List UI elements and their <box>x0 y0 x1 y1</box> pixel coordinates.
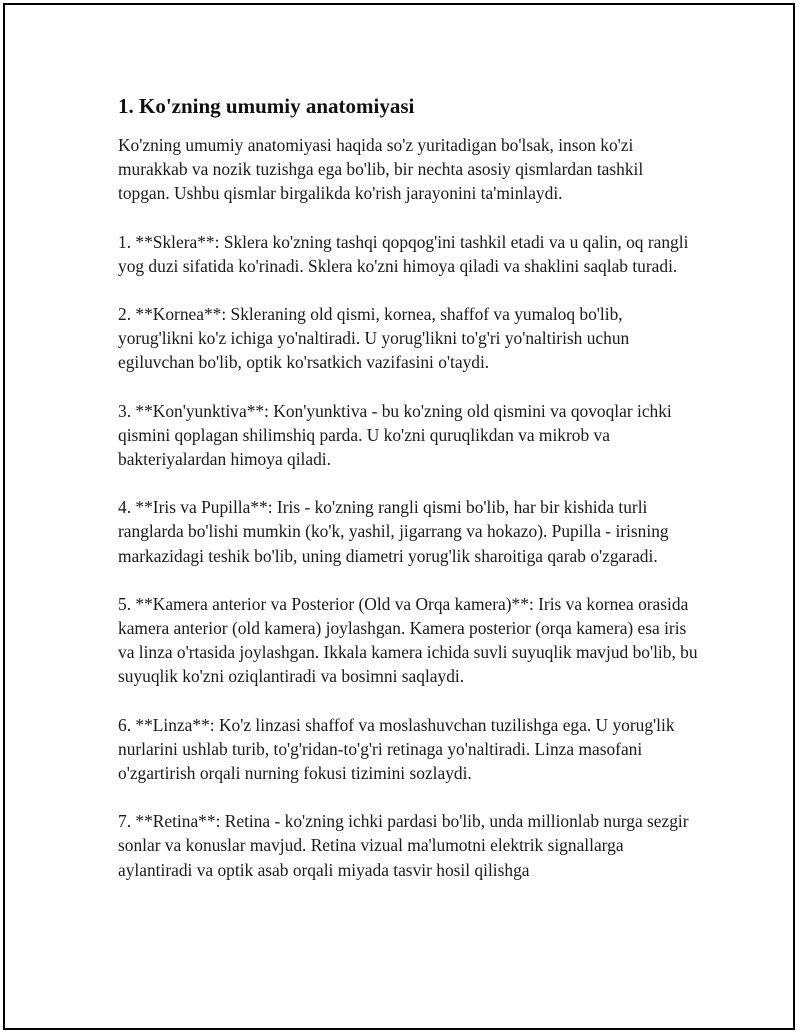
paragraph-kornea: 2. **Kornea**: Skleraning old qismi, kornea, shaffof va yumaloq bo'lib, yorug'likni ko'z ichiga yo'naltiradi. U yorug'likni to'g'ri yo'naltirish uchun egiluvchan bo'lib, optik ko'rsatkich vazifasini o'taydi. <box>118 304 630 373</box>
paragraph-konyunktiva: 3. **Kon'yunktiva**: Kon'yunktiva - bu ko'zning old qismini va qovoqlar ichki qismini qoplagan shilimshiq parda. U ko'zni quruqlikdan va mikrob va bakteriyalardan himoya qiladi. <box>118 400 672 470</box>
intro-paragraph: Ko'zning umumiy anatomiyasi haqida so'z yuritadigan bo'lsak, inson ko'zi murakkab va nozik tuzishga ega bo'lib, bir nechta asosiy qismlardan tashkil topgan. Ushbu qismlar birgalikda ko'rish jarayonini ta'minlaydi. <box>118 135 644 204</box>
document-body <box>118 93 698 906</box>
paragraph-kamera: 5. **Kamera anterior va Posterior (Old va Orqa kamera)**: Iris va kornea orasida kamera anterior (old kamera) joylashgan. Kamera posterior (orqa kamera) esa iris va linza o'rtasida joylashgan. Ikkala kamera ichida suvli suyuqlik mavjud bo'lib, bu suyuqlik ko'zni oziqlantiradi va bosimni saqlaydi. <box>118 593 698 687</box>
paragraph-retina: 7. **Retina**: Retina - ko'zning ichki pardasi bo'lib, unda millionlab nurga sezgir sonlar va konuslar mavjud. Retina vizual ma'lumotni elektrik signallarga aylantiradi va optik asab orqali miyada tasvir hosil qilishga <box>118 811 689 880</box>
section-heading: 1. Ko'zning umumiy anatomiyasi <box>118 94 415 118</box>
paragraph-iris-pupilla: 4. **Iris va Pupilla**: Iris - ko'zning rangli qismi bo'lib, har bir kishida turli ranglarda bo'lishi mumkin (ko'k, yashil, jigarrang va hokazo). Pupilla - irisning markazidagi teshik bo'lib, uning diametri yorug'lik sharoitiga qarab o'zgaradi. <box>118 497 669 566</box>
paragraph-linza: 6. **Linza**: Ko'z linzasi shaffof va moslashuvchan tuzilishga ega. U yorug'lik nurlarini ushlab turib, to'g'ridan-to'g'ri retinaga yo'naltiradi. Linza masofani o'zgartirish orqali nurning fokusi tizimini sozlaydi. <box>118 714 675 784</box>
paragraph-sklera: 1. **Sklera**: Sklera ko'zning tashqi qopqog'ini tashkil etadi va u qalin, oq rangli yog duzi sifatida ko'rinadi. Sklera ko'zni himoya qiladi va shaklini saqlab turadi. <box>118 231 689 276</box>
